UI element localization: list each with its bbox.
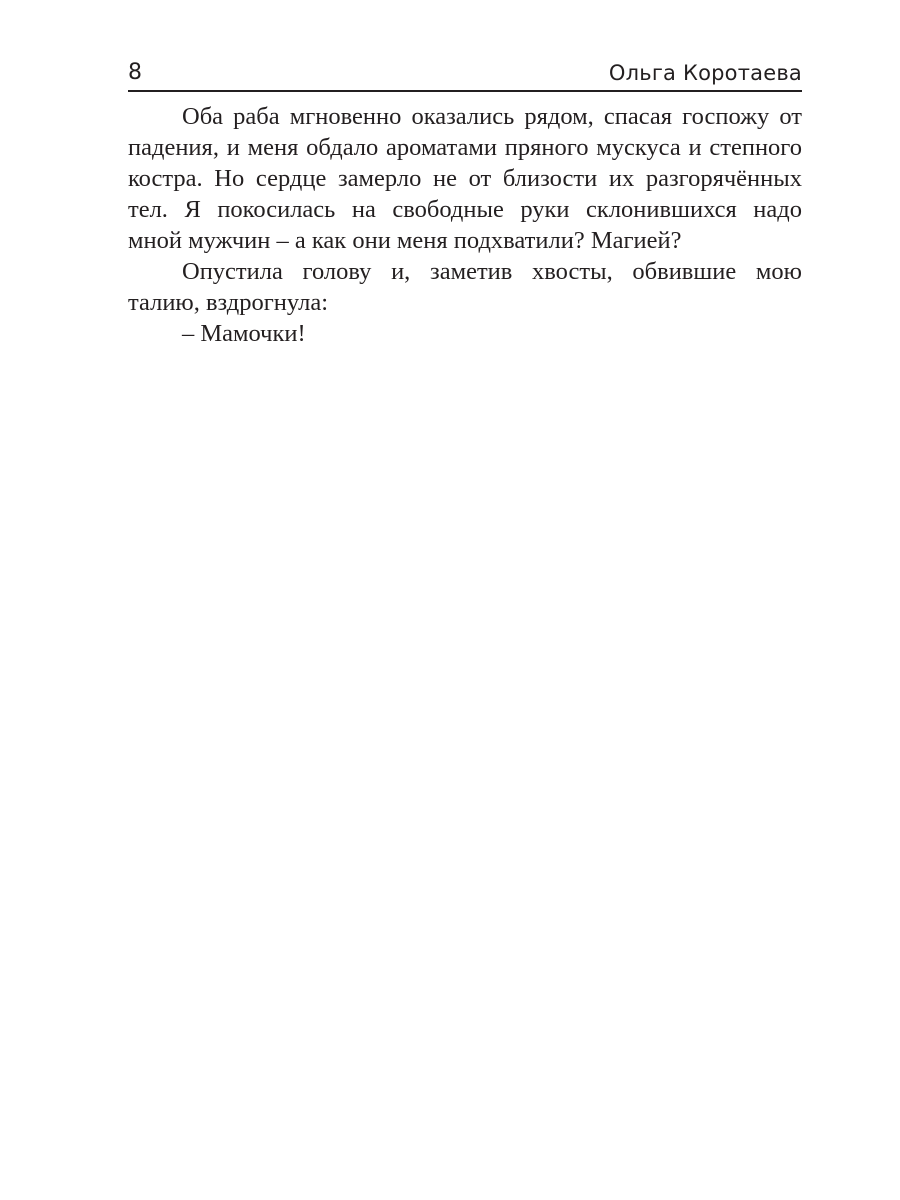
paragraph-line: талию, вздрогнула: — [128, 289, 328, 316]
paragraph-line: Оба раба мгновенно оказались рядом, спасая госпожу от — [182, 103, 802, 130]
body-text — [128, 101, 802, 349]
paragraph-line: костра. Но сердце замерло не от близости их разгорячённых — [128, 165, 802, 192]
paragraph-line: Опустила голову и, заметив хвосты, обвившие мою — [182, 258, 802, 285]
dialogue-line: – Мамочки! — [182, 320, 306, 347]
running-head-author: Ольга Коротаева — [608, 61, 802, 85]
page-number: 8 — [128, 60, 142, 85]
paragraph-line: тел. Я покосилась на свободные руки склонившихся надо — [128, 196, 802, 223]
paragraph-line: падения, и меня обдало ароматами пряного мускуса и степного — [128, 134, 802, 161]
running-head — [128, 56, 802, 92]
paragraph-line: мной мужчин – а как они меня подхватили? Магией? — [128, 227, 682, 254]
